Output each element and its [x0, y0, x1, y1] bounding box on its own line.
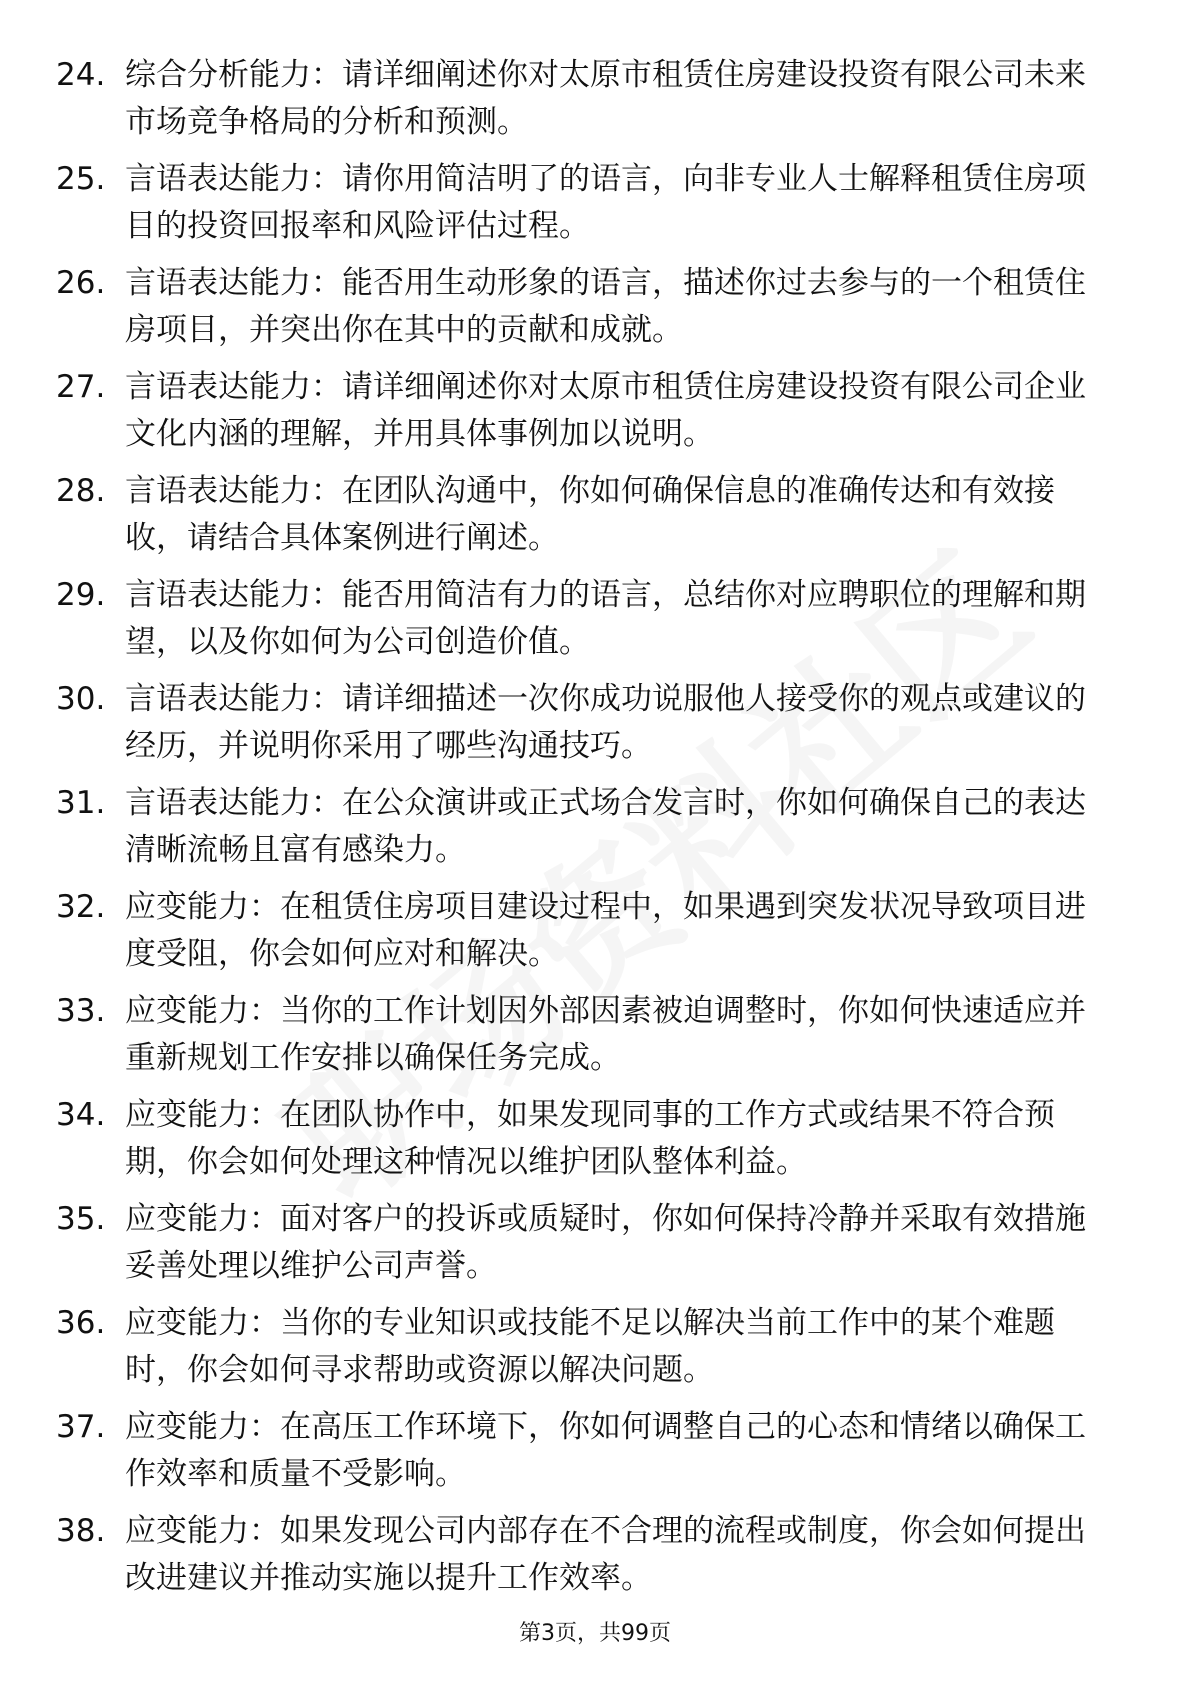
- question-text: 言语表达能力：请你用简洁明了的语言，向非专业人士解释租赁住房项目的投资回报率和风险评估过程。: [125, 161, 1086, 244]
- list-item: [56, 468, 1116, 572]
- list-item: [56, 780, 1116, 884]
- question-text: 应变能力：在团队协作中，如果发现同事的工作方式或结果不符合预期，你会如何处理这种情况以维护团队整体利益。: [125, 1097, 1055, 1180]
- question-text: 言语表达能力：请详细阐述你对太原市租赁住房建设投资有限公司企业文化内涵的理解，并用具体事例加以说明。: [125, 369, 1086, 452]
- question-text: 应变能力：在租赁住房项目建设过程中，如果遇到突发状况导致项目进度受阻，你会如何应对和解决。: [125, 889, 1086, 972]
- question-text: 应变能力：当你的专业知识或技能不足以解决当前工作中的某个难题时，你会如何寻求帮助或资源以解决问题。: [125, 1305, 1055, 1388]
- question-text: 应变能力：如果发现公司内部存在不合理的流程或制度，你会如何提出改进建议并推动实施以提升工作效率。: [125, 1513, 1086, 1596]
- list-item: [56, 1196, 1116, 1300]
- list-item: [56, 1508, 1116, 1612]
- question-text: 言语表达能力：能否用生动形象的语言，描述你过去参与的一个租赁住房项目，并突出你在其中的贡献和成就。: [125, 265, 1086, 348]
- question-number: 27.: [56, 369, 106, 405]
- question-number: 35.: [56, 1201, 106, 1237]
- question-text: 应变能力：面对客户的投诉或质疑时，你如何保持冷静并采取有效措施妥善处理以维护公司声誉。: [125, 1201, 1086, 1284]
- list-item: [56, 156, 1116, 260]
- list-item: [56, 676, 1116, 780]
- question-number: 33.: [56, 993, 106, 1029]
- page-number: 第3页，共99页: [519, 1621, 671, 1646]
- list-item: [56, 572, 1116, 676]
- list-item: [56, 884, 1116, 988]
- question-text: 综合分析能力：请详细阐述你对太原市租赁住房建设投资有限公司未来市场竞争格局的分析和预测。: [125, 57, 1086, 140]
- question-number: 38.: [56, 1513, 106, 1549]
- list-item: [56, 260, 1116, 364]
- list-item: [56, 52, 1116, 156]
- list-item: [56, 1404, 1116, 1508]
- question-number: 37.: [56, 1409, 106, 1445]
- question-list: [56, 52, 1116, 1612]
- question-number: 26.: [56, 265, 106, 301]
- question-text: 言语表达能力：请详细描述一次你成功说服他人接受你的观点或建议的经历，并说明你采用了哪些沟通技巧。: [125, 681, 1086, 764]
- question-text: 应变能力：当你的工作计划因外部因素被迫调整时，你如何快速适应并重新规划工作安排以确保任务完成。: [125, 993, 1086, 1076]
- question-number: 24.: [56, 57, 106, 93]
- question-text: 言语表达能力：能否用简洁有力的语言，总结你对应聘职位的理解和期望，以及你如何为公司创造价值。: [125, 577, 1086, 660]
- question-number: 34.: [56, 1097, 106, 1133]
- question-number: 31.: [56, 785, 106, 821]
- list-item: [56, 988, 1116, 1092]
- question-number: 29.: [56, 577, 106, 613]
- question-text: 应变能力：在高压工作环境下，你如何调整自己的心态和情绪以确保工作效率和质量不受影响。: [125, 1409, 1086, 1492]
- question-number: 32.: [56, 889, 106, 925]
- question-number: 30.: [56, 681, 106, 717]
- question-number: 28.: [56, 473, 106, 509]
- question-text: 言语表达能力：在公众演讲或正式场合发言时，你如何确保自己的表达清晰流畅且富有感染力。: [125, 785, 1086, 868]
- list-item: [56, 1092, 1116, 1196]
- list-item: [56, 1300, 1116, 1404]
- question-number: 25.: [56, 161, 106, 197]
- list-item: [56, 364, 1116, 468]
- question-text: 言语表达能力：在团队沟通中，你如何确保信息的准确传达和有效接收，请结合具体案例进行阐述。: [125, 473, 1055, 556]
- question-number: 36.: [56, 1305, 106, 1341]
